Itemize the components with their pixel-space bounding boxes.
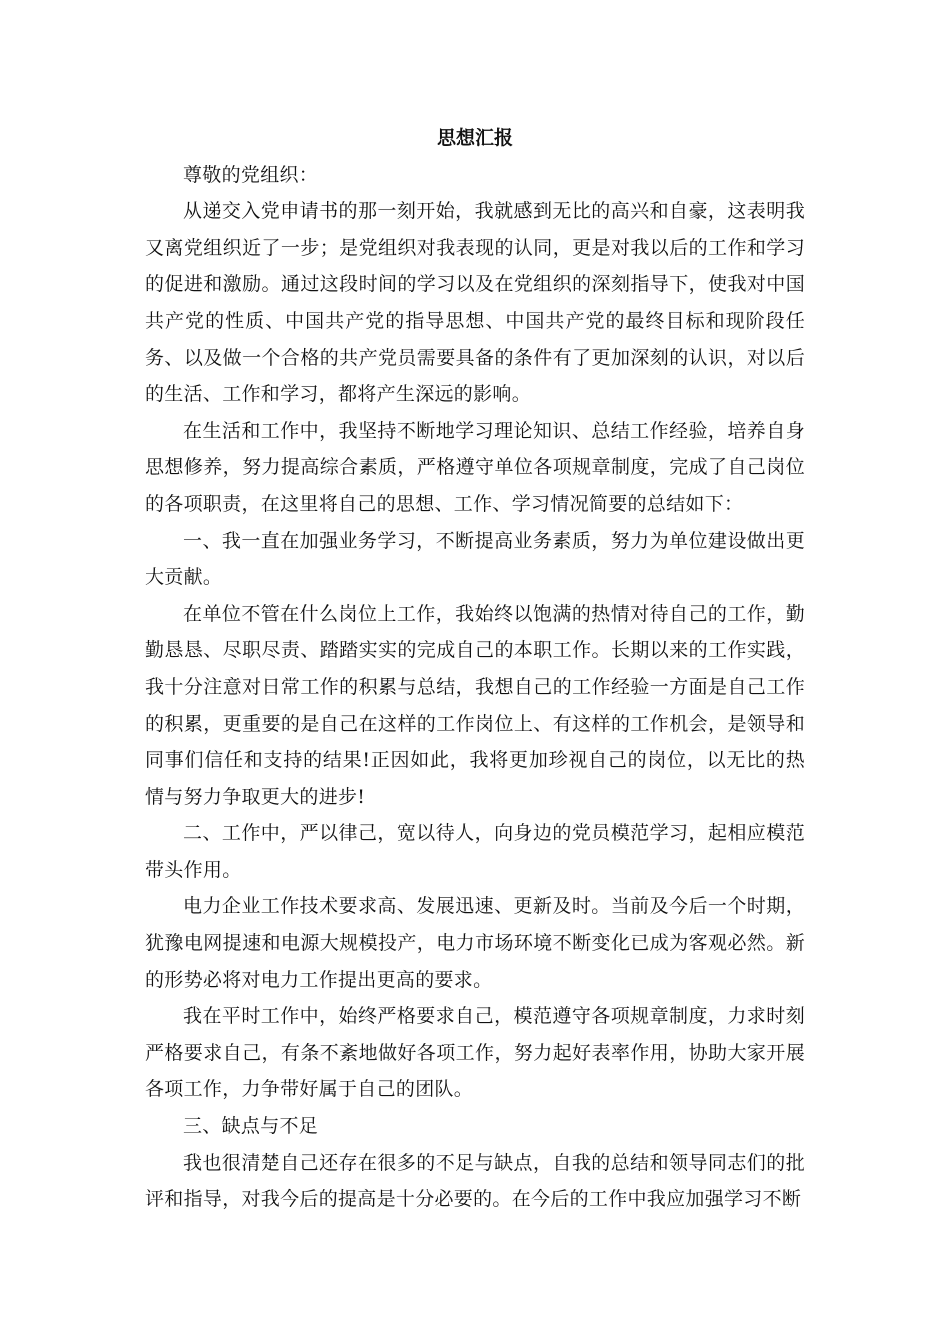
paragraph-section-2b: 我在平时工作中，始终严格要求自己，模范遵守各项规章制度，力求时刻严格要求自己，有条不紊地做好各项工作，努力起好表率作用，协助大家开展各项工作，力争带好属于自己的团队。 — [145, 1005, 805, 1101]
paragraph-intro: 从递交入党申请书的那一刻开始，我就感到无比的高兴和自豪，这表明我又离党组织近了一步；是党组织对我表现的认同，更是对我以后的工作和学习的促进和激励。通过这段时间的学习以及在党组织的深刻指导下，使我对中国共产党的性质、中国共产党的指导思想、中国共产党的最终目标和现阶段任务、以及做一个合格的共产党员需要具备的条件有了更加深刻的认识，对以后的生活、工作和学习，都将产生深远的影响。 — [145, 200, 805, 406]
paragraph-section-1: 在单位不管在什么岗位上工作，我始终以饱满的热情对待自己的工作，勤勤恳恳、尽职尽责、踏踏实实的完成自己的本职工作。长期以来的工作实践，我十分注意对日常工作的积累与总结，我想自己的工作经验一方面是自己工作的积累，更重要的是自己在这样的工作岗位上、有这样的工作机会，是领导和同事们信任和支持的结果!正因如此，我将更加珍视自己的岗位，以无比的热情与努力争取更大的进步! — [145, 602, 805, 808]
document-body — [145, 120, 805, 1218]
salutation: 尊敬的党组织： — [183, 163, 319, 186]
section-heading-3: 三、缺点与不足 — [183, 1115, 319, 1138]
section-heading-1: 一、我一直在加强业务学习，不断提高业务素质，努力为单位建设做出更大贡献。 — [145, 529, 805, 589]
paragraph-section-2a: 电力企业工作技术要求高、发展迅速、更新及时。当前及今后一个时期，犹豫电网提速和电源大规模投产，电力市场环境不断变化已成为客观必然。新的形势必将对电力工作提出更高的要求。 — [145, 895, 805, 991]
document-title: 思想汇报 — [436, 127, 513, 149]
paragraph-summary: 在生活和工作中，我坚持不断地学习理论知识、总结工作经验，培养自身思想修养，努力提高综合素质，严格遵守单位各项规章制度，完成了自己岗位的各项职责，在这里将自己的思想、工作、学习情况简要的总结如下： — [145, 419, 805, 515]
paragraph-section-3: 我也很清楚自己还存在很多的不足与缺点，自我的总结和领导同志们的批评和指导，对我今后的提高是十分必要的。在今后的工作中我应加强学习不断 — [145, 1151, 805, 1211]
section-heading-2: 二、工作中，严以律己，宽以待人，向身边的党员模范学习，起相应模范带头作用。 — [145, 822, 805, 881]
